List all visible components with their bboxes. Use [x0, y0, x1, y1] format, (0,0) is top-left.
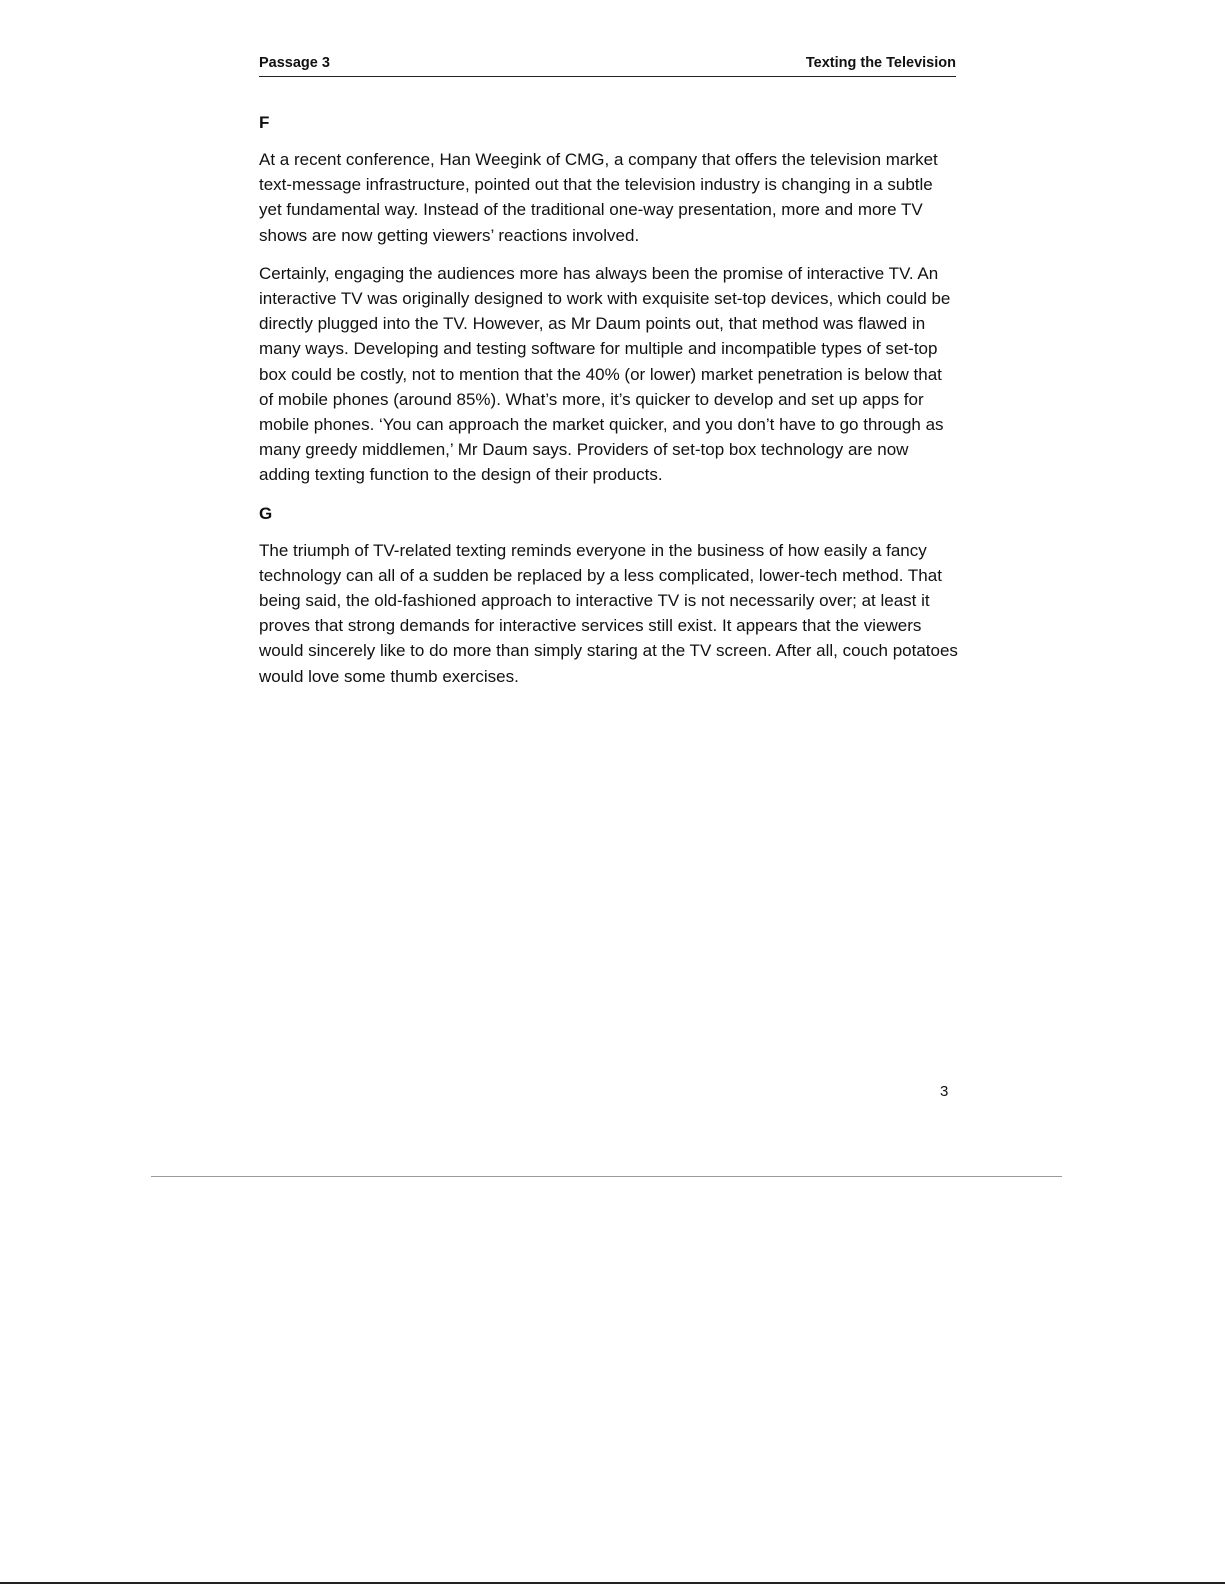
header-title: Texting the Television: [805, 55, 956, 71]
page-number: 3: [940, 1083, 949, 1100]
page-header: [259, 54, 956, 77]
section-letter: F: [259, 113, 270, 132]
paragraph: The triumph of TV-related texting reminds everyone in the business of how easily a fancy technology can all of a sudden be replaced by a less complicated, lower-tech method. That being said, the old-fashioned approach to interactive TV is not necessarily over; at least it proves that strong demands for interactive services still exist. It appears that the viewers would sincerely like to do more than simply staring at the TV screen. After all, couch potatoes would love some thumb exercises.: [259, 540, 958, 686]
bottom-border-line: [0, 1582, 1225, 1584]
section-letter: G: [259, 503, 273, 523]
header-passage-label: Passage 3: [259, 55, 330, 71]
page-separator-line: [151, 1176, 1062, 1177]
paragraph: Certainly, engaging the audiences more has always been the promise of interactive TV. An interactive TV was originally designed to work with exquisite set-top devices, which could be directly plugged into the TV. However, as Mr Daum points out, that method was flawed in many ways. Developing and testing software for multiple and incompatible types of set-top box could be costly, not to mention that the 40% (or lower) market penetration is below that of mobile phones (around 85%). What’s more, it’s quicker to develop and set up apps for mobile phones. ‘You can approach the market quicker, and you don’t have to go through as many greedy middlemen,’ Mr Daum says. Providers of set-top box technology are now adding texting function to the design of their products.: [259, 263, 951, 485]
passage-body: [259, 110, 959, 702]
paragraph: At a recent conference, Han Weegink of CMG, a company that offers the television market text-message infrastructure, pointed out that the television industry is changing in a subtle yet fundamental way. Instead of the traditional one-way presentation, more and more TV shows are now getting viewers’ reactions involved.: [259, 150, 938, 245]
